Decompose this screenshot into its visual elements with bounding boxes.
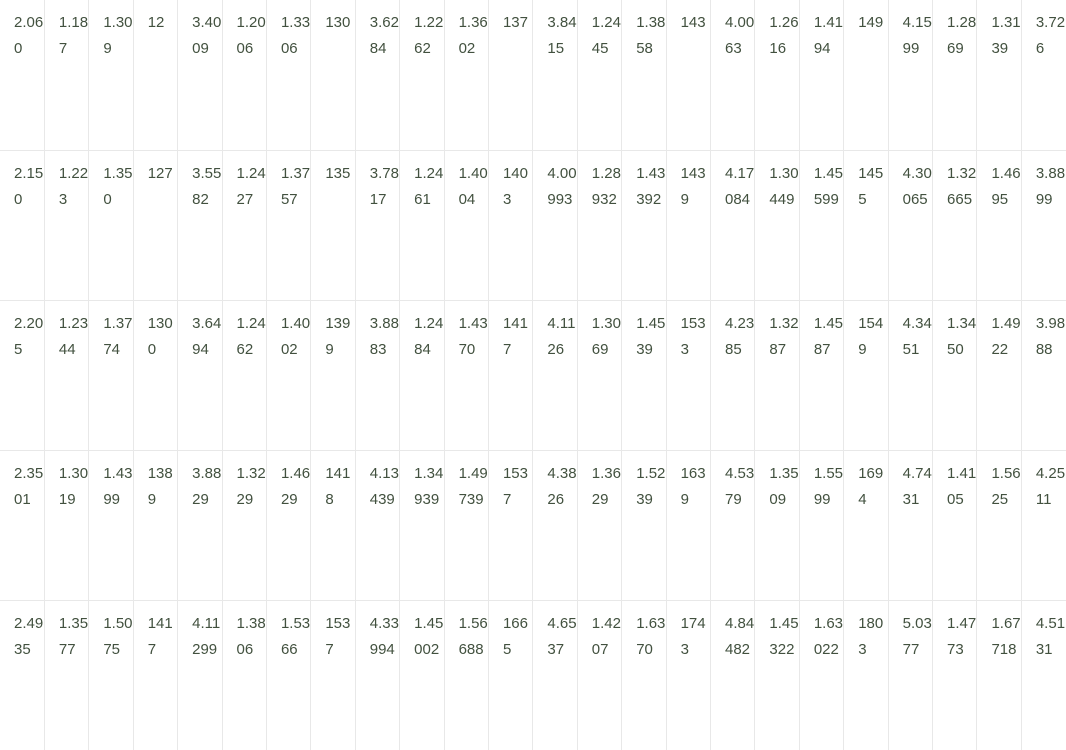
- table-cell: 4.11299: [178, 600, 222, 750]
- table-cell: 1.4105: [933, 450, 977, 600]
- table-cell: 3.8883: [355, 300, 399, 450]
- table-cell: 1.4629: [266, 450, 310, 600]
- table-cell: 1.34939: [400, 450, 444, 600]
- table-cell: 1743: [666, 600, 710, 750]
- table-cell: 1803: [844, 600, 888, 750]
- table-cell: 1.3450: [933, 300, 977, 450]
- table-cell: 135: [311, 150, 355, 300]
- table-cell: 1665: [488, 600, 532, 750]
- table-cell: 4.1599: [888, 0, 932, 150]
- table-cell: 1.3774: [89, 300, 133, 450]
- table-row: [0, 300, 1066, 450]
- table-cell: 1694: [844, 450, 888, 600]
- table-cell: 1.4922: [977, 300, 1021, 450]
- table-cell: 4.33994: [355, 600, 399, 750]
- table-cell: 3.6494: [178, 300, 222, 450]
- table-cell: 1.5075: [89, 600, 133, 750]
- table-cell: 3.7817: [355, 150, 399, 300]
- table-cell: 3.8899: [1021, 150, 1066, 300]
- table-cell: 4.2385: [711, 300, 755, 450]
- table-cell: 5.0377: [888, 600, 932, 750]
- table-cell: 4.1126: [533, 300, 577, 450]
- table-cell: 4.2511: [1021, 450, 1066, 600]
- table-cell: 1.2344: [44, 300, 88, 450]
- table-cell: 1.2262: [400, 0, 444, 150]
- table-cell: 12: [133, 0, 177, 150]
- table-cell: 1.4002: [266, 300, 310, 450]
- table-cell: 1.32665: [933, 150, 977, 300]
- table-cell: 1.5599: [799, 450, 843, 600]
- table-cell: 1537: [311, 600, 355, 750]
- table-row: [0, 450, 1066, 600]
- table-cell: 4.5131: [1035, 614, 1066, 658]
- table-cell: 1533: [666, 300, 710, 450]
- table-cell: 1.3019: [44, 450, 88, 600]
- table-cell: 1.5366: [266, 600, 310, 750]
- table-cell: 1.5239: [622, 450, 666, 600]
- table-cell: 1.2484: [400, 300, 444, 450]
- table-cell: 1.4773: [933, 600, 977, 750]
- table-cell: 2.3501: [0, 450, 44, 600]
- table-cell: 4.13439: [355, 450, 399, 600]
- table-cell: 1.4587: [799, 300, 843, 450]
- table-cell: 1.350: [89, 150, 133, 300]
- table-cell: 1.2427: [222, 150, 266, 300]
- table-cell: 1403: [488, 150, 532, 300]
- table-cell: 1418: [311, 450, 355, 600]
- table-cell: 1.3757: [266, 150, 310, 300]
- table-cell: 4.5379: [711, 450, 755, 600]
- table-cell: 1389: [133, 450, 177, 600]
- table-cell: 1.28932: [577, 150, 621, 300]
- table-row: [0, 600, 1066, 750]
- table-cell: 3.8415: [533, 0, 577, 150]
- table-cell: 1.187: [44, 0, 88, 150]
- table-cell: 1.67718: [977, 600, 1021, 750]
- table-cell: 1455: [844, 150, 888, 300]
- table-cell: 1.3287: [755, 300, 799, 450]
- table-cell: 1417: [488, 300, 532, 450]
- table-cell: 1.30449: [755, 150, 799, 300]
- table-cell: 1.3229: [222, 450, 266, 600]
- table-cell: 4.3826: [533, 450, 577, 600]
- table-cell: 1.223: [44, 150, 88, 300]
- table-cell: 4.0063: [711, 0, 755, 150]
- table-cell: 1.4194: [799, 0, 843, 150]
- table-cell: 149: [844, 0, 888, 150]
- table-cell: 1300: [133, 300, 177, 450]
- table-cell: 1639: [666, 450, 710, 600]
- table-cell: 1.4004: [444, 150, 488, 300]
- table-cell: 2.4935: [0, 600, 44, 750]
- table-cell: 4.6537: [533, 600, 577, 750]
- table-cell: 1.3602: [444, 0, 488, 150]
- table-cell: 1.6370: [622, 600, 666, 750]
- table-cell: 1.45322: [755, 600, 799, 750]
- table-cell: 1.2616: [755, 0, 799, 150]
- table-cell: 1537: [488, 450, 532, 600]
- table-cell: 127: [133, 150, 177, 300]
- table-cell: 1549: [844, 300, 888, 450]
- table-cell: 3.9888: [1021, 300, 1066, 450]
- table-cell: 137: [488, 0, 532, 150]
- table-cell: 1.3577: [44, 600, 88, 750]
- table-cell: 1.3806: [222, 600, 266, 750]
- table-cell: 1.4539: [622, 300, 666, 450]
- table-cell: 2.150: [0, 150, 44, 300]
- table-cell: 4.30065: [888, 150, 932, 300]
- table-cell: 4.00993: [533, 150, 577, 300]
- table-cell: 1.2462: [222, 300, 266, 450]
- table-row: [0, 150, 1066, 300]
- table-cell: 130: [311, 0, 355, 150]
- table-cell: 1.309: [89, 0, 133, 150]
- table-cell: 1.4207: [577, 600, 621, 750]
- table-cell: 1417: [133, 600, 177, 750]
- table-cell: 1.3069: [577, 300, 621, 450]
- table-cell: 1.63022: [799, 600, 843, 750]
- table-cell: 3.8829: [178, 450, 222, 600]
- table-cell: 1.4399: [89, 450, 133, 600]
- table-cell: 1.2461: [400, 150, 444, 300]
- table-cell: 3.726: [1021, 0, 1066, 150]
- table-cell: 3.4009: [178, 0, 222, 150]
- table-cell: 1.45002: [400, 600, 444, 750]
- table-cell: 3.6284: [355, 0, 399, 150]
- table-cell: 4.17084: [711, 150, 755, 300]
- table-cell: 3.5582: [178, 150, 222, 300]
- table-cell: 1.3139: [977, 0, 1021, 150]
- table-cell: 1.4370: [444, 300, 488, 450]
- table-cell: 1399: [311, 300, 355, 450]
- table-cell: 2.060: [0, 0, 44, 150]
- table-cell: 1.43392: [622, 150, 666, 300]
- table-cell: 143: [666, 0, 710, 150]
- table-cell: 1.49739: [444, 450, 488, 600]
- table-cell: 2.205: [0, 300, 44, 450]
- table-cell: 1.3858: [622, 0, 666, 150]
- table-cell: 4.84482: [711, 600, 755, 750]
- table-cell: 1.4695: [977, 150, 1021, 300]
- table-cell: 1.56688: [444, 600, 488, 750]
- table-cell: 1.3629: [577, 450, 621, 600]
- table-cell: 1.2006: [222, 0, 266, 150]
- table-cell: 1.2869: [933, 0, 977, 150]
- table-cell: 1.45599: [799, 150, 843, 300]
- table-cell: 1.3306: [266, 0, 310, 150]
- table-cell: 1.5625: [977, 450, 1021, 600]
- table-cell: 1439: [666, 150, 710, 300]
- table-cell: 1.3509: [755, 450, 799, 600]
- table-row: [0, 0, 1066, 150]
- table-cell: 1.2445: [577, 0, 621, 150]
- table-cell: 4.7431: [888, 450, 932, 600]
- table-cell: 4.3451: [888, 300, 932, 450]
